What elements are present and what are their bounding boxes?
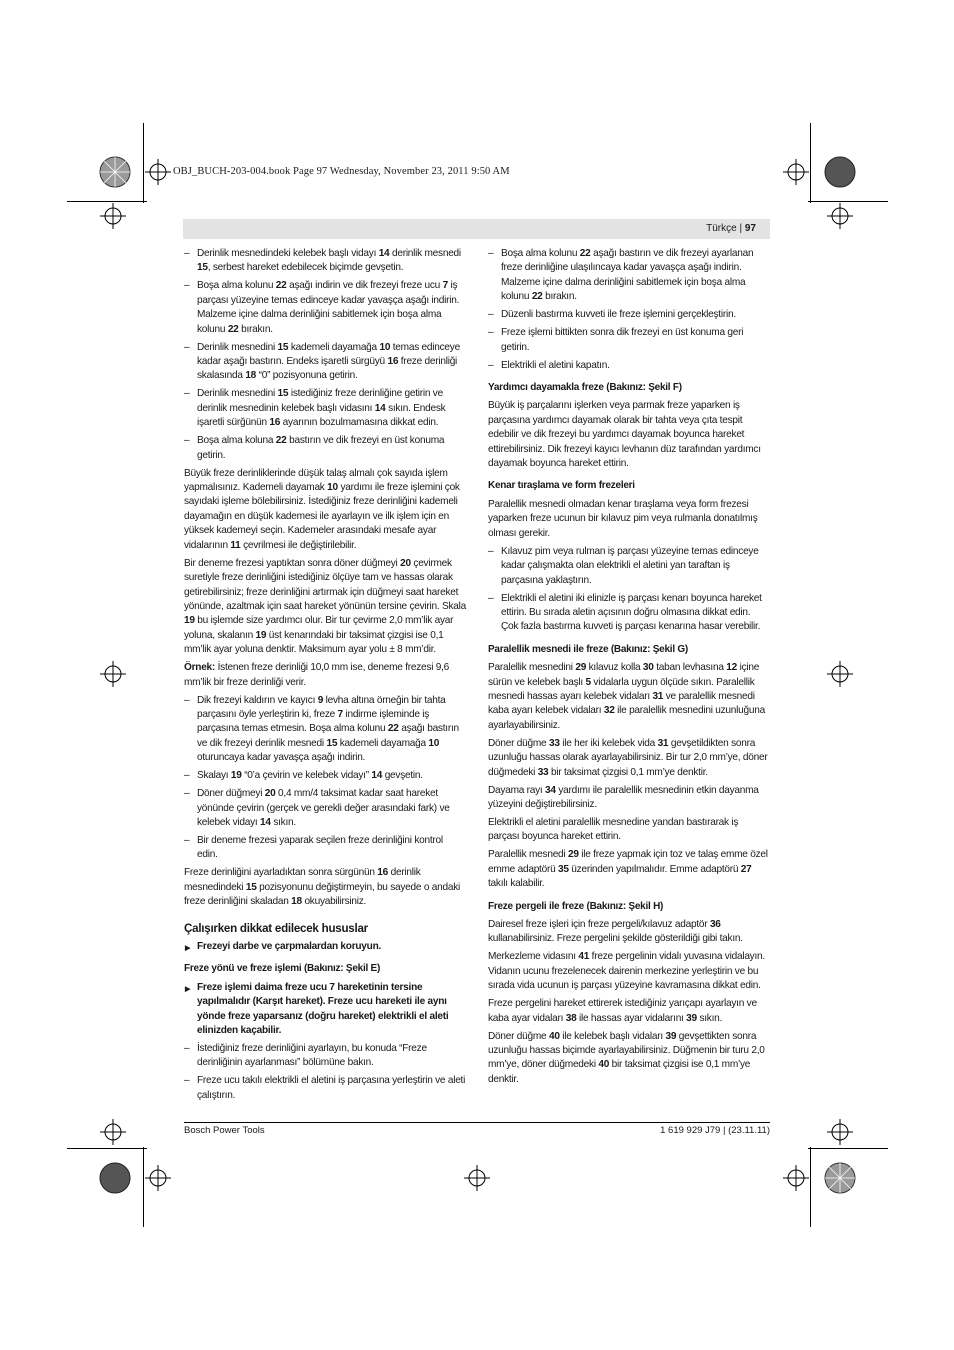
paragraph: Döner düğme 33 ile her iki kelebek vida 31 gevşetildikten sonra uzunluğu hassas olarak ayarlayabilirsiniz. Bir tur 2,0 mm’ye, döner düğmedeki 33 bir taksimat çizgisi 0,1 mm’ye denktir.	[488, 737, 768, 778]
crosshair-target-icon	[827, 1119, 853, 1145]
registration-target-icon	[98, 1161, 132, 1195]
list-item: – Freze ucu takılı elektrikli el aletini iş parçasına yerleştirin ve aleti çalıştırın.	[184, 1074, 466, 1103]
paragraph: Paralellik mesnedi olmadan kenar tıraşlama veya form frezesi yaparken freze ucunun bir kılavuz pim veya rulmanla donatılmış olması gerekir.	[488, 498, 758, 539]
crosshair-target-icon	[100, 1119, 126, 1145]
language-label: Türkçe	[706, 223, 737, 234]
footer-rule	[184, 1122, 770, 1123]
crosshair-target-icon	[783, 1165, 809, 1191]
list-item: – Boşa alma koluna 22 bastırın ve dik frezeyi en üst konuma getirin.	[184, 434, 466, 463]
crosshair-target-icon	[145, 1165, 171, 1191]
crosshair-target-icon	[100, 203, 126, 229]
paragraph: Merkezleme vidasını 41 freze pergelinin vidalı yuvasına vidalayın. Vidanın ucunu frezelenecek dairenin merkezine yerleştirin ve bu sırada vida ucunun iş parçası yüzeyine kavramasına dikkat edin.	[488, 951, 765, 992]
right-column	[488, 247, 770, 1091]
header-separator: |	[739, 223, 743, 234]
footer-docnumber: 1 619 929 J79 | (23.11.11)	[660, 1125, 770, 1136]
crosshair-target-icon	[464, 1165, 490, 1191]
registration-target-icon	[823, 155, 857, 189]
paragraph: Paralellik mesnedini 29 kılavuz kolla 30 taban levhasına 12 içine sürün ve kelebek başlı 5 vidalarla uygun ölçüde sıkın. Paralellik mesnedi hassas ayarı kelebek vidaları 31 ve paralellik mesnedi kaba ayarı kelebek vidaları 32 ile paralellik mesnedini uzunluğuna ayarlayabilirsiniz.	[488, 662, 765, 731]
paragraph: Elektrikli el aletini paralellik mesnedine yandan bastırarak iş parçası boyunca hareket ettirin.	[488, 816, 739, 843]
print-header: OBJ_BUCH-203-004.book Page 97 Wednesday, November 23, 2011 9:50 AM	[173, 166, 510, 177]
subsection-heading: Freze yönü ve freze işlemi (Bakınız: Şekil E)	[184, 963, 381, 975]
list-item: – Freze işlemi bittikten sonra dik frezeyi en üst konuma geri getirin.	[488, 326, 770, 355]
page-number: 97	[744, 223, 756, 234]
registration-target-icon	[823, 1161, 857, 1195]
list-item: – Düzenli bastırma kuvveti ile freze işlemini gerçekleştirin.	[488, 308, 770, 322]
list-item: – Boşa alma kolunu 22 aşağı bastırın ve dik frezeyi ayarlanan freze derinliğine ulaşılıncaya kadar yavaşça aşağı indirin. Malzeme içine dalma derinliğini sabitlemek için boşa alma kolunu 22 bırakın.	[488, 247, 770, 305]
list-item: – Derinlik mesnedini 15 kademeli dayamağa 10 temas edinceye kadar aşağı bastırın. Endeks işaretli sürgüyü 16 freze derinliği skalasında 18 “0” pozisyonuna getirin.	[184, 341, 466, 384]
paragraph: Örnek: İstenen freze derinliği 10,0 mm ise, deneme frezesi 9,6 mm’lik bir freze derinliği verir.	[184, 662, 450, 688]
paragraph: Dairesel freze işleri için freze pergeli/kılavuz adaptör 36 kullanabilirsiniz. Freze pergelini şekilde gösterildiği gibi takın.	[488, 919, 743, 945]
list-item: – Döner düğmeyi 20 0,4 mm/4 taksimat kadar saat hareket yönünde çevirin (gerçek ve gerekli değer arasındaki fark) ve kelebek vidayı 14 sıkın.	[184, 787, 466, 830]
crosshair-target-icon	[783, 159, 809, 185]
paragraph: Freze pergelini hareket ettirerek istediğiniz yarıçapı ayarlayın ve kaba ayar vidaları 38 ile hassas ayar vidalarını 39 sıkın.	[488, 998, 757, 1024]
list-item: – Derinlik mesnedindeki kelebek başlı vidayı 14 derinlik mesnedi 15, serbest hareket edebilecek biçimde gevşetin.	[184, 247, 466, 276]
paragraph: Bir deneme frezesi yaptıktan sonra döner düğmeyi 20 çevirmek suretiyle freze derinliğini istediğiniz ölçüye tam ve hassas olarak getirebilirsiniz; freze derinliğini artırmak için düğmeyi saat hareket yönünde, azaltmak için saat hareket yönünün tersine çevirin. Skala 19 bu işlemde size yardımcı olur. Bir tur çevirme 2,0 mm’lik ayar yoluna, skalanın 19 üst kenarındaki bir taksimat çizgisi ise 0,1 mm’lik ayar yoluna denktir. Maksimum ayar yolu ± 8 mm’dir.	[184, 557, 466, 656]
page-label	[706, 223, 756, 234]
list-item: – Elektrikli el aletini kapatın.	[488, 359, 770, 373]
list-item: – Skalayı 19 “0’a çevirin ve kelebek vidayı” 14 gevşetin.	[184, 769, 466, 783]
page-header-bar	[183, 219, 770, 239]
list-item: – Elektrikli el aletini iki elinizle iş parçası kenarı boyunca hareket ettirin. Bu sırada aletin açısının doğru olmasına dikkat edin. Çok fazla bastırma kuvveti iş parçası kenarına hasar verebilir.	[488, 592, 770, 635]
section-heading: Çalışırken dikkat edilecek hususlar	[184, 921, 368, 935]
subsection-heading: Freze pergeli ile freze (Bakınız: Şekil H)	[488, 900, 664, 912]
list-item: – Kılavuz pim veya rulman iş parçası yüzeyine temas edinceye kadar çalışmakta olan elektrikli el aletini yan taraftan iş parçasına yaklaştırın.	[488, 545, 770, 588]
paragraph: Büyük freze derinliklerinde düşük talaş almalı çok sayıda işlem yapmalısınız. Kademeli dayamak 10 yardımı ile freze işlemini çok sayıdaki işleme bölebilirsiniz. İstediğiniz freze derinliğini kademeli dayamağın en düşük kademesi ile ayarlayın ve ilk işlem için en yüksek kademeyi seçin. Kademeler arasındaki mesafe ayar vidalarının 11 çevrilmesi ile değiştirilebilir.	[184, 467, 460, 551]
list-item: – Derinlik mesnedini 15 istediğiniz freze derinliğine getirin ve derinlik mesnedinin kelebek başlı vidasını 14 sıkın. Endesk işaretli sürğünün 16 ayarının bozulmamasına dikkat edin.	[184, 387, 466, 430]
list-item: – Dik frezeyi kaldırın ve kayıcı 9 levha altına örneğin bir tahta parçasını öyle yerleştirin ki, freze 7 indirme işleminde iş parçasına temas etmesin. Boşa alma kolunu 22 aşağı bastırın ve dik frezeyi derinlik mesnedi 15 kademeli dayamağa 10 oturuncaya kadar yavaşça aşağı indirin.	[184, 694, 466, 766]
subsection-heading: Paralellik mesnedi ile freze (Bakınız: Şekil G)	[488, 643, 689, 655]
list-item: – Bir deneme frezesi yaparak seçilen freze derinliğini kontrol edin.	[184, 834, 466, 863]
registration-target-icon	[98, 155, 132, 189]
left-column	[184, 247, 466, 1107]
crosshair-target-icon	[145, 159, 171, 185]
crosshair-target-icon	[827, 661, 853, 687]
footer-brand: Bosch Power Tools	[184, 1125, 265, 1136]
paragraph: Büyük iş parçalarını işlerken veya parmak freze yaparken iş parçasına yardımcı dayamak olarak bir tahta veya çıta tespit edebilir ve dik frezeyi bu yardımcı dayamak boyunca hareket ettirebilirsiniz. Dik frezeyi kayıcı levhanın düz tarafından yardımcı dayamak boyunca hareket ettirin.	[488, 400, 761, 470]
crosshair-target-icon	[100, 661, 126, 687]
paragraph: Paralellik mesnedi 29 ile freze yapmak için toz ve talaş emme özel emme adaptörü 35 üzerinden yapılmalıdır. Emme adaptörü 27 takılı kalabilir.	[488, 849, 768, 890]
paragraph: Dayama rayı 34 yardımı ile paralellik mesnedinin etkin dayanma yüzeyini değiştirebilirsiniz.	[488, 784, 759, 810]
warning-item: ▶ Freze işlemi daima freze ucu 7 hareketinin tersine yapılmalıdır (Karşıt hareket). Freze ucu hareketi ile aynı yönde freze yaparsanız (doğru hareket) elektrikli el aleti elinizden kaçabilir.	[184, 981, 466, 1039]
crosshair-target-icon	[827, 203, 853, 229]
warning-item: ▶ Frezeyi darbe ve çarpmalardan koruyun.	[184, 940, 466, 954]
paragraph: Freze derinliğini ayarladıktan sonra sürgünün 16 derinlik mesnedindeki 15 pozisyonunu değiştirmeyin, bu sayede o andaki freze derinliğini skaladan 18 okuyabilirsiniz.	[184, 867, 460, 908]
subsection-heading: Yardımcı dayamakla freze (Bakınız: Şekil F)	[488, 382, 682, 394]
subsection-heading: Kenar tıraşlama ve form frezeleri	[488, 480, 635, 492]
paragraph: Döner düğme 40 ile kelebek başlı vidaları 39 gevşettikten sonra uzunluğu hassas biçimde ayarlayabilirsiniz. Düğmenin bir turu 2,0 mm’ye, döner düğmedeki 40 bir taksimat çizgisi ise 0,1 mm’ye denktir.	[488, 1030, 765, 1085]
list-item: – Boşa alma kolunu 22 aşağı indirin ve dik frezeyi freze ucu 7 iş parçası yüzeyine temas edinceye kadar yavaşça aşağı indirin. Malzeme içine dalma derinliğini sabitlemek için boşa alma kolunu 22 bırakın.	[184, 279, 466, 337]
list-item: – İstediğiniz freze derinliğini ayarlayın, bu konuda “Freze derinliğinin ayarlanması” bölümüne bakın.	[184, 1042, 466, 1071]
